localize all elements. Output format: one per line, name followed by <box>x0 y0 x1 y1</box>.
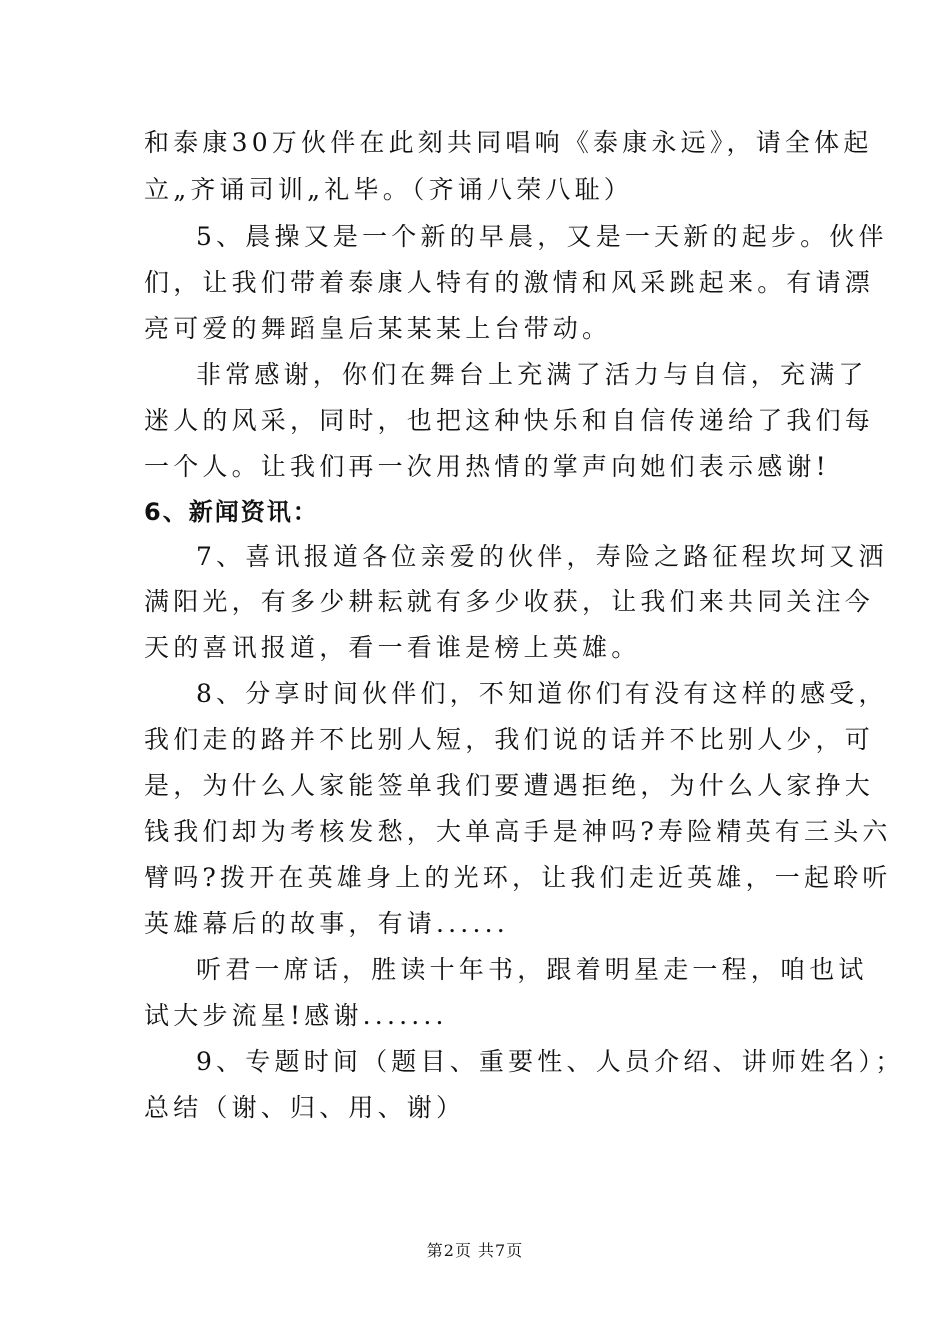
text-line: 总结（谢、归、用、谢） <box>144 1093 466 1122</box>
text-line: 立„齐诵司训„礼毕。（齐诵八荣八耻） <box>144 175 634 204</box>
text-line: 亮可爱的舞蹈皇后某某某上台带动。 <box>144 314 612 343</box>
text-line: 迷人的风采，同时，也把这种快乐和自信传递给了我们每 <box>144 406 875 435</box>
paragraph-5: 5、晨操又是一个新的早晨，又是一天新的起步。伙伴 <box>196 222 888 251</box>
paragraph-8: 8、分享时间伙伴们，不知道你们有没有这样的感受， <box>196 679 888 708</box>
text-line: 英雄幕后的故事，有请...... <box>144 909 509 938</box>
text-line: 满阳光，有多少耕耘就有多少收获，让我们来共同关注今 <box>144 587 875 616</box>
text-line: 们，让我们带着泰康人特有的激情和风采跳起来。有请漂 <box>144 268 875 297</box>
text-line: 是，为什么人家能签单我们要遭遇拒绝，为什么人家挣大 <box>144 771 875 800</box>
text-line: 和泰康30万伙伴在此刻共同唱响《泰康永远》，请全体起 <box>144 128 873 157</box>
text-line: 天的喜讯报道，看一看谁是榜上英雄。 <box>144 633 641 662</box>
paragraph-7: 7、喜讯报道各位亲爱的伙伴，寿险之路征程坎坷又洒 <box>196 542 888 571</box>
text-line: 臂吗?拨开在英雄身上的光环，让我们走近英雄，一起聆听 <box>144 863 892 892</box>
paragraph-9: 9、专题时间（题目、重要性、人员介绍、讲师姓名）； <box>196 1047 905 1076</box>
text-line: 试大步流星!感谢....... <box>144 1001 448 1030</box>
paragraph-quote: 听君一席话，胜读十年书，跟着明星走一程，咱也试 <box>196 955 868 984</box>
text-line: 一个人。让我们再一次用热情的掌声向她们表示感谢! <box>144 452 830 481</box>
text-line: 钱我们却为考核发愁，大单高手是神吗?寿险精英有三头六 <box>144 817 892 846</box>
paragraph-thanks: 非常感谢，你们在舞台上充满了活力与自信，充满了 <box>196 360 868 389</box>
section-heading-news: 6、新闻资讯： <box>144 498 319 526</box>
text-line: 我们走的路并不比别人短，我们说的话并不比别人少，可 <box>144 725 875 754</box>
page-number-footer: 第2页 共7页 <box>426 1241 524 1260</box>
